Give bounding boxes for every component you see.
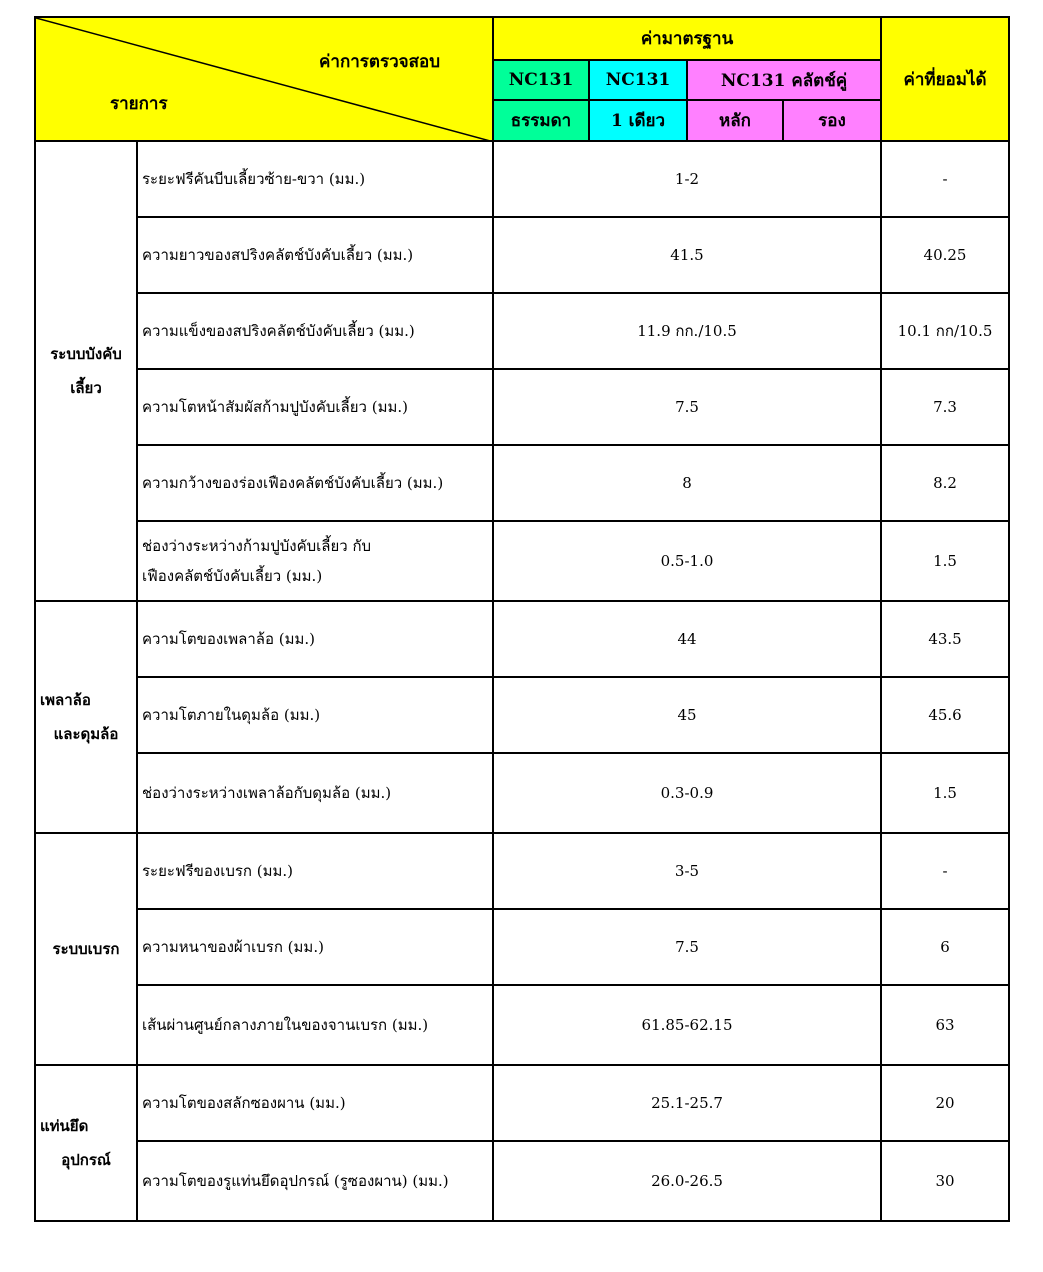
- standard-cell: 0.3-0.9: [493, 753, 881, 833]
- item-cell: ระยะฟรีของเบรก (มม.): [137, 833, 493, 909]
- model-normal-subheader: ธรรมดา: [493, 100, 589, 141]
- table-row: [35, 445, 1009, 521]
- group-steering: ระบบบังคับ เลี้ยว: [35, 141, 137, 601]
- table-row: [35, 909, 1009, 985]
- inspection-value-label: ค่าการตรวจสอบ: [319, 52, 440, 72]
- item-cell: ความโตของสลักซองผาน (มม.): [137, 1065, 493, 1141]
- allowed-cell: 8.2: [881, 445, 1009, 521]
- item-cell: ความโตของเพลาล้อ (มม.): [137, 601, 493, 677]
- item-cell: ความหนาของผ้าเบรก (มม.): [137, 909, 493, 985]
- item-cell: ความกว้างของร่องเฟืองคลัตช์บังคับเลี้ยว (มม.): [137, 445, 493, 521]
- table-row: [35, 293, 1009, 369]
- standard-cell: 44: [493, 601, 881, 677]
- allowed-cell: -: [881, 141, 1009, 217]
- model-dual-main-subheader: หลัก: [687, 100, 783, 141]
- standard-cell: 8: [493, 445, 881, 521]
- table-row: [35, 753, 1009, 833]
- standard-cell: 61.85-62.15: [493, 985, 881, 1065]
- table-row: [35, 833, 1009, 909]
- allowed-cell: 63: [881, 985, 1009, 1065]
- table-row: [35, 1141, 1009, 1221]
- model-dual-clutch-header: NC131 คลัตช์คู่: [687, 60, 881, 101]
- table-row: [35, 985, 1009, 1065]
- standard-cell: 3-5: [493, 833, 881, 909]
- allowed-cell: 43.5: [881, 601, 1009, 677]
- item-label: รายการ: [110, 94, 168, 114]
- table-row: [35, 521, 1009, 601]
- model-single-subheader: 1 เดียว: [589, 100, 687, 141]
- standard-cell: 11.9 กก./10.5: [493, 293, 881, 369]
- allowed-cell: 6: [881, 909, 1009, 985]
- standard-cell: 26.0-26.5: [493, 1141, 881, 1221]
- group-implement-mount: แท่นยึด อุปกรณ์: [35, 1065, 137, 1221]
- allowed-cell: -: [881, 833, 1009, 909]
- table-row: [35, 369, 1009, 445]
- allowed-cell: 20: [881, 1065, 1009, 1141]
- standard-cell: 0.5-1.0: [493, 521, 881, 601]
- header-diagonal-cell: [35, 17, 493, 141]
- standard-cell: 7.5: [493, 369, 881, 445]
- table-row: [35, 217, 1009, 293]
- allowed-cell: 7.3: [881, 369, 1009, 445]
- allowed-cell: 1.5: [881, 753, 1009, 833]
- item-cell: ความยาวของสปริงคลัตช์บังคับเลี้ยว (มม.): [137, 217, 493, 293]
- standard-cell: 7.5: [493, 909, 881, 985]
- table-row: [35, 677, 1009, 753]
- allowed-cell: 10.1 กก/10.5: [881, 293, 1009, 369]
- item-cell: ความโตของรูแท่นยึดอุปกรณ์ (รูซองผาน) (มม.): [137, 1141, 493, 1221]
- inspection-table: [34, 16, 1010, 1222]
- item-cell: ความแข็งของสปริงคลัตช์บังคับเลี้ยว (มม.): [137, 293, 493, 369]
- table-row: [35, 1065, 1009, 1141]
- item-cell: ระยะฟรีคันบีบเลี้ยวซ้าย-ขวา (มม.): [137, 141, 493, 217]
- diagonal-line: [36, 18, 494, 142]
- item-cell: เส้นผ่านศูนย์กลางภายในของจานเบรก (มม.): [137, 985, 493, 1065]
- standard-cell: 1-2: [493, 141, 881, 217]
- item-cell: ช่องว่างระหว่างก้ามปูบังคับเลี้ยว กับ เฟืองคลัตช์บังคับเลี้ยว (มม.): [137, 521, 493, 601]
- allowed-cell: 40.25: [881, 217, 1009, 293]
- table-row: [35, 141, 1009, 217]
- item-cell: ความโตหน้าสัมผัสก้ามปูบังคับเลี้ยว (มม.): [137, 369, 493, 445]
- model-dual-secondary-subheader: รอง: [783, 100, 881, 141]
- allowed-value-header: ค่าที่ยอมได้: [881, 17, 1009, 141]
- allowed-cell: 45.6: [881, 677, 1009, 753]
- allowed-cell: 30: [881, 1141, 1009, 1221]
- standard-cell: 25.1-25.7: [493, 1065, 881, 1141]
- standard-cell: 45: [493, 677, 881, 753]
- allowed-cell: 1.5: [881, 521, 1009, 601]
- model-single-header: NC131: [589, 60, 687, 101]
- standard-value-header: ค่ามาตรฐาน: [493, 17, 881, 60]
- group-axle-hub: เพลาล้อ และดุมล้อ: [35, 601, 137, 833]
- table-row: [35, 601, 1009, 677]
- item-cell: ความโตภายในดุมล้อ (มม.): [137, 677, 493, 753]
- group-brake: ระบบเบรก: [35, 833, 137, 1065]
- model-normal-header: NC131: [493, 60, 589, 101]
- standard-cell: 41.5: [493, 217, 881, 293]
- item-cell: ช่องว่างระหว่างเพลาล้อกับดุมล้อ (มม.): [137, 753, 493, 833]
